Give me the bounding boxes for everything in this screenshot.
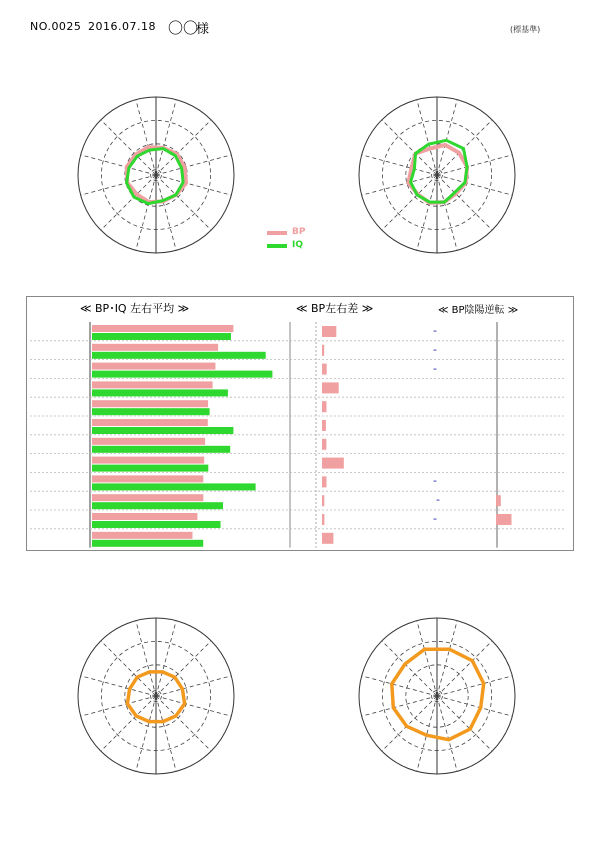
- radar-spoke: [156, 676, 231, 696]
- basis-note: (標基準): [510, 25, 541, 34]
- radar-spoke: [417, 621, 437, 696]
- radar-spoke: [81, 696, 156, 716]
- diff-table-title: ≪ BP左右差 ≫: [296, 302, 374, 315]
- radar-spoke: [437, 100, 457, 175]
- inversion-dash: -: [433, 474, 437, 488]
- inversion-dash: -: [433, 342, 437, 356]
- record-number: NO.0025: [30, 20, 82, 33]
- radar-spoke: [136, 621, 156, 696]
- radar-spoke: [156, 100, 176, 175]
- radar-plot-hand-ratio: [68, 608, 244, 784]
- radar-spoke: [136, 175, 156, 250]
- radar-spoke: [437, 621, 457, 696]
- inversion-dash: -: [433, 512, 437, 525]
- radar-spoke: [156, 175, 176, 250]
- radar-spoke: [437, 696, 457, 771]
- radar-spoke: [156, 621, 176, 696]
- summary-table: [26, 296, 574, 551]
- radar-spoke: [362, 155, 437, 175]
- inversion-table-title: ≪ BP陰陽逆転 ≫: [438, 305, 519, 316]
- chart-legend: [265, 226, 315, 252]
- inversion-dash: -: [436, 493, 440, 507]
- radar-spoke: [417, 100, 437, 175]
- radar-spoke: [156, 175, 231, 195]
- avg-table-title: ≪ BP･IQ 左右平均 ≫: [80, 302, 190, 315]
- radar-spoke: [362, 175, 437, 195]
- radar-plot-hand-bp-iq: [68, 87, 244, 263]
- radar-spoke: [437, 175, 512, 195]
- honorific: 様: [196, 22, 210, 37]
- radar-spoke: [437, 175, 457, 250]
- radar-spoke: [156, 696, 176, 771]
- radar-spoke: [81, 175, 156, 195]
- radar-spoke: [437, 696, 512, 716]
- radar-plot-foot-bp-iq: [349, 87, 525, 263]
- radar-spoke: [81, 676, 156, 696]
- legend-bp-label: BP: [292, 227, 306, 237]
- radar-spoke: [437, 120, 492, 175]
- record-date: 2016.07.18: [88, 20, 156, 33]
- radar-spoke: [417, 175, 437, 250]
- radar-spoke: [136, 100, 156, 175]
- radar-spoke: [156, 155, 231, 175]
- radar-spoke: [81, 155, 156, 175]
- radar-spoke: [136, 696, 156, 771]
- radar-spoke: [437, 155, 512, 175]
- patient-name: 〇〇: [168, 19, 199, 37]
- radar-spoke: [362, 676, 437, 696]
- radar-plot-foot-ratio: [349, 608, 525, 784]
- inversion-dash: -: [433, 324, 437, 337]
- radar-spoke: [437, 676, 512, 696]
- radar-spoke: [156, 696, 231, 716]
- legend-iq-label: IQ: [292, 240, 303, 250]
- inversion-dash: -: [433, 361, 437, 375]
